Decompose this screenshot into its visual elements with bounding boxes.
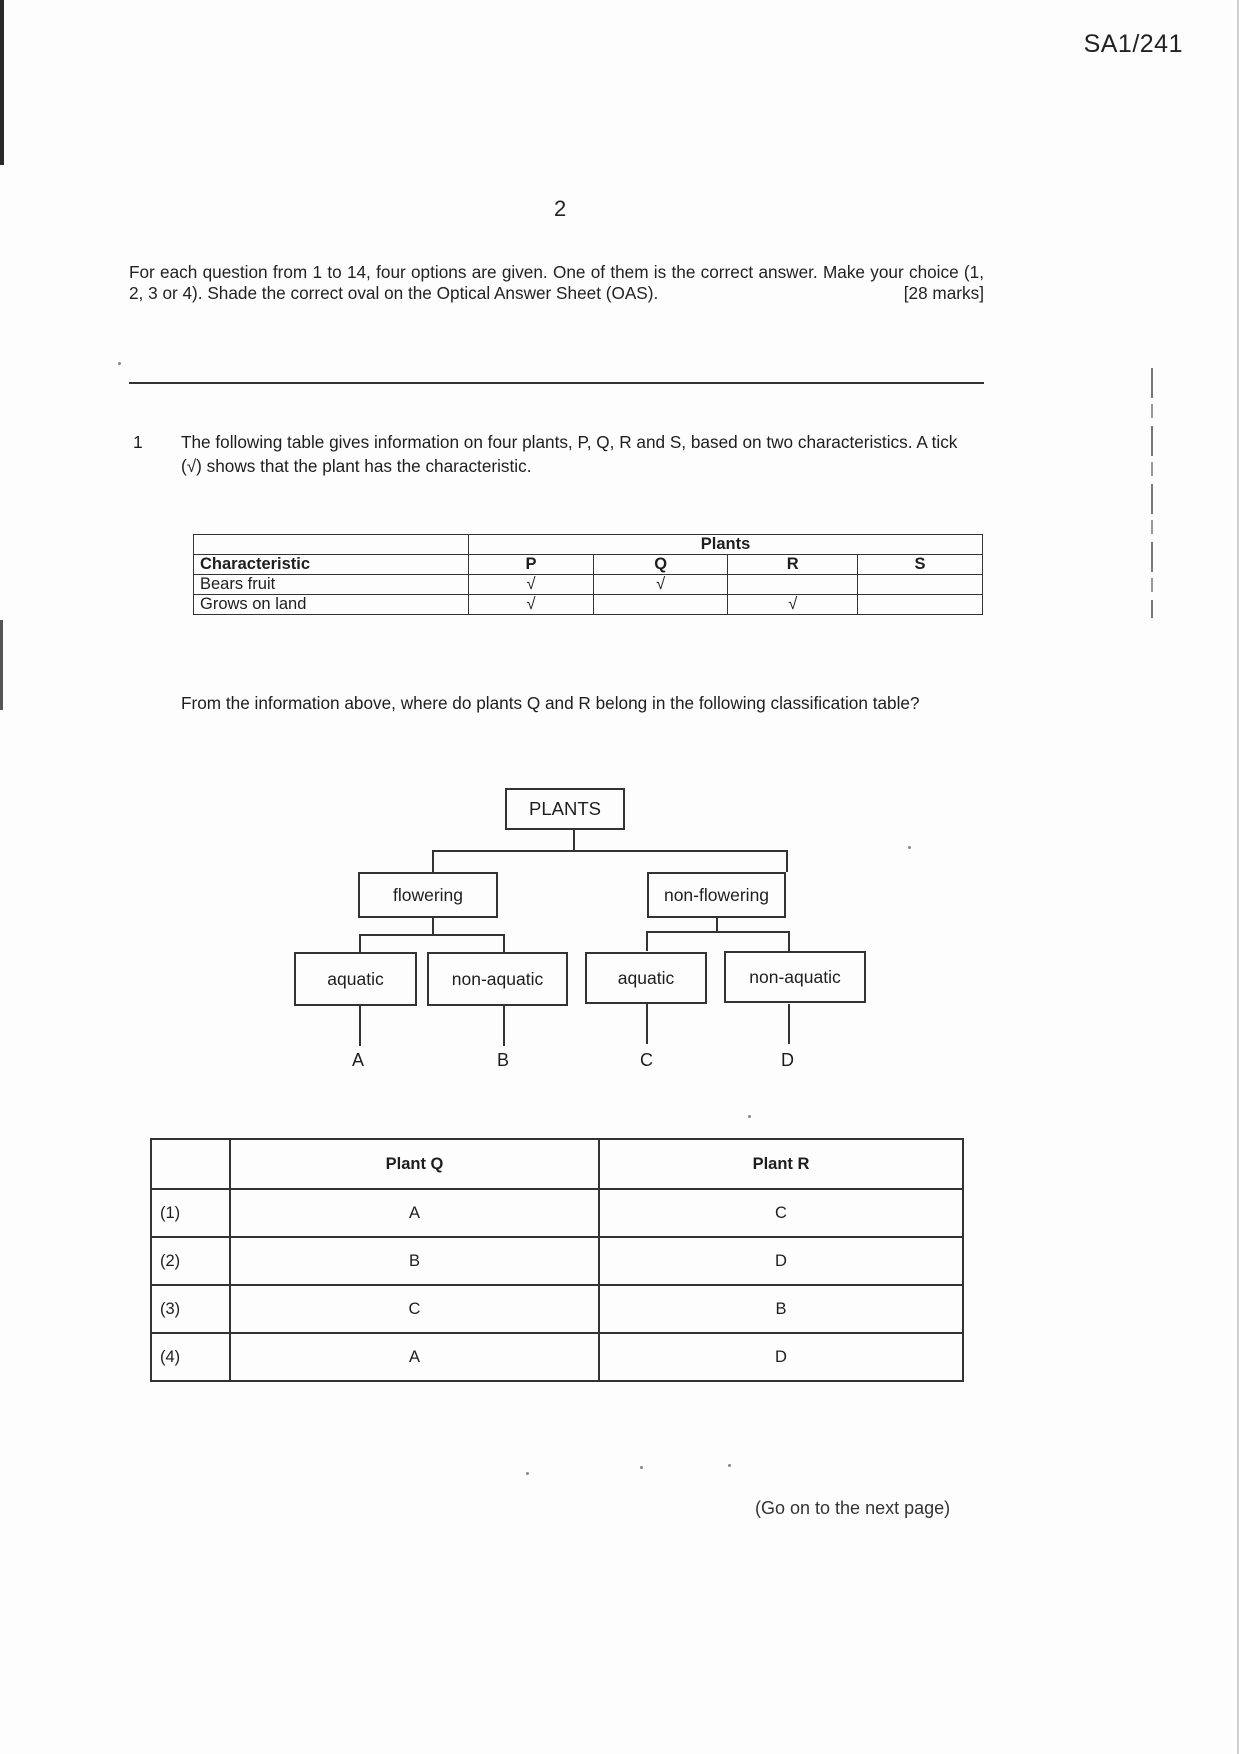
leaf-label-c: C — [640, 1050, 653, 1070]
connector-line — [432, 850, 788, 852]
question-prompt: From the information above, where do plants Q and R belong in the following classification table? — [181, 693, 920, 713]
tree-node-non-aquatic: non-aquatic — [724, 951, 866, 1003]
leaf-label-d: D — [781, 1050, 794, 1070]
instructions-text: For each question from 1 to 14, four options are given. One of them is the correct answer. Make your choice (1, 2, 3 or 4). Shade the correct oval on the Optical Answer Sheet (OAS). — [129, 262, 984, 303]
connector-line — [786, 850, 788, 872]
question-intro: The following table gives information on four plants, P, Q, R and S, based on two characteristics. A tick (√) shows that the plant has the characteristic. — [181, 432, 958, 476]
footer-next-page: (Go on to the next page) — [755, 1498, 951, 1518]
scan-speck — [748, 1115, 751, 1118]
tick-cell — [858, 575, 983, 595]
tree-node-aquatic: aquatic — [294, 952, 417, 1006]
connector-line — [788, 931, 790, 951]
tick-cell — [728, 575, 858, 595]
connector-line — [788, 1004, 790, 1044]
tree-node-flowering: flowering — [358, 872, 498, 918]
leaf-label-a: A — [352, 1050, 365, 1070]
characteristic-header: Characteristic — [194, 555, 469, 575]
tree-node-aquatic: aquatic — [585, 952, 707, 1004]
connector-line — [432, 918, 434, 934]
option-number: (4) — [151, 1333, 230, 1381]
margin-mark — [1151, 368, 1153, 618]
empty-cell — [194, 535, 469, 555]
plant-q-value: C — [230, 1285, 599, 1333]
option-row-2[interactable] — [151, 1237, 963, 1285]
scan-edge — [0, 620, 3, 710]
plant-header: R — [728, 555, 858, 575]
connector-line — [359, 934, 505, 936]
plant-q-value: A — [230, 1189, 599, 1237]
plant-r-value: B — [599, 1285, 963, 1333]
plant-r-header: Plant R — [599, 1139, 963, 1189]
plant-r-value: C — [599, 1189, 963, 1237]
option-row-3[interactable] — [151, 1285, 963, 1333]
connector-line — [646, 1004, 648, 1044]
connector-line — [716, 918, 718, 932]
scan-speck — [526, 1472, 529, 1475]
characteristics-table — [193, 534, 983, 615]
connector-line — [646, 931, 790, 933]
table-header-row — [194, 555, 983, 575]
table-header-row — [151, 1139, 963, 1189]
plant-q-value: A — [230, 1333, 599, 1381]
tree-node-root: PLANTS — [505, 788, 625, 830]
tree-node-non-flowering: non-flowering — [647, 872, 786, 918]
plant-r-value: D — [599, 1333, 963, 1381]
characteristic-label: Bears fruit — [194, 575, 469, 595]
option-number: (3) — [151, 1285, 230, 1333]
tree-node-non-aquatic: non-aquatic — [427, 952, 568, 1006]
connector-line — [359, 934, 361, 952]
marks-label: [28 marks] — [903, 283, 984, 303]
plant-q-header: Plant Q — [230, 1139, 599, 1189]
page-number: 2 — [554, 196, 567, 221]
connector-line — [573, 829, 575, 851]
options-table — [150, 1138, 964, 1382]
tick-cell: √ — [728, 595, 858, 615]
plant-header: S — [858, 555, 983, 575]
option-number: (2) — [151, 1237, 230, 1285]
question-number: 1 — [133, 432, 143, 452]
connector-line — [359, 1006, 361, 1046]
option-row-4[interactable] — [151, 1333, 963, 1381]
tick-cell: √ — [469, 595, 594, 615]
connector-line — [503, 934, 505, 952]
document-code: SA1/241 — [1083, 30, 1183, 58]
scan-speck — [640, 1466, 643, 1469]
tick-cell: √ — [593, 575, 727, 595]
empty-cell — [151, 1139, 230, 1189]
tick-cell — [858, 595, 983, 615]
plant-q-value: B — [230, 1237, 599, 1285]
scan-edge — [0, 0, 4, 165]
connector-line — [646, 931, 648, 951]
table-header-row — [194, 535, 983, 555]
table-row — [194, 595, 983, 615]
instructions — [129, 262, 984, 304]
connector-line — [432, 850, 434, 872]
leaf-label-b: B — [497, 1050, 510, 1070]
connector-line — [503, 1006, 505, 1046]
option-number: (1) — [151, 1189, 230, 1237]
scan-speck — [118, 362, 121, 365]
plant-header: Q — [593, 555, 727, 575]
section-divider — [129, 382, 984, 384]
scan-speck — [908, 846, 911, 849]
characteristic-label: Grows on land — [194, 595, 469, 615]
plant-header: P — [469, 555, 594, 575]
tick-cell: √ — [469, 575, 594, 595]
table-row — [194, 575, 983, 595]
plants-group-header: Plants — [469, 535, 983, 555]
scan-speck — [728, 1464, 731, 1467]
option-row-1[interactable] — [151, 1189, 963, 1237]
plant-r-value: D — [599, 1237, 963, 1285]
tick-cell — [593, 595, 727, 615]
